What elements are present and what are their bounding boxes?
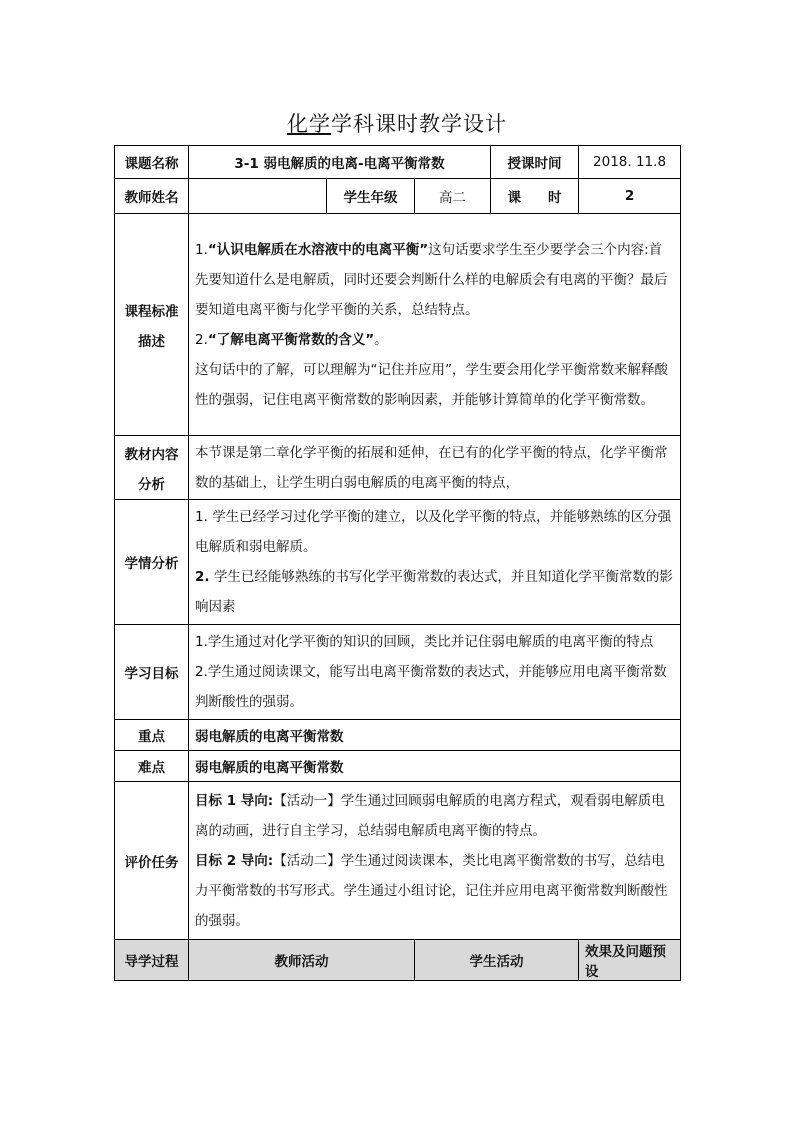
teacher-label: 教师姓名	[115, 179, 189, 214]
subject-name: 化学	[287, 112, 331, 136]
row-process-header	[115, 940, 681, 981]
goals-paragraph-1: 1.学生通过对化学平衡的知识的回顾，类比并记住弱电解质的电离平衡的特点	[195, 634, 654, 650]
goals-content	[189, 625, 681, 720]
row-goals	[115, 625, 681, 720]
standards-content	[189, 214, 681, 436]
grade-value: 高二	[415, 179, 491, 214]
time-label: 授课时间	[491, 146, 579, 179]
textbook-label-line1: 教材内容	[124, 446, 179, 463]
evaluation-task-2-heading: 目标 2 导向:	[195, 852, 274, 869]
hours-value: 2	[579, 179, 681, 214]
standards-p1-rest: 这句话要求学生至少要学会三个内容:首先要知道什么是电解质，同时还要会判断什么样的电解质会有电离的平衡？最后要知道电离平衡与化学平衡的关系，总结特点。	[195, 241, 668, 318]
textbook-label-line2: 分析	[138, 476, 165, 493]
goals-label: 学习目标	[115, 625, 189, 720]
topic-label: 课题名称	[115, 146, 189, 179]
evaluation-content	[189, 782, 681, 940]
row-teacher	[115, 179, 681, 214]
evaluation-task-2	[195, 846, 674, 936]
standards-label-line2: 描述	[138, 333, 165, 350]
time-value: 2018. 11.8	[579, 146, 681, 179]
process-effect-header: 效果及问题预设	[579, 940, 681, 981]
evaluation-task-2-text: 【活动二】学生通过阅读课本，类比电离平衡常数的书写，总结电力平衡常数的书写形式。学生通过小组讨论，记住并应用电离平衡常数判断酸性的强弱。	[195, 852, 668, 929]
teacher-value	[189, 179, 327, 214]
key-point-label: 重点	[115, 720, 189, 751]
evaluation-task-1-text: 【活动一】学生通过回顾弱电解质的电离方程式，观看弱电解质电离的动画，进行自主学习，总结弱电解质电离平衡的特点。	[195, 792, 665, 839]
standards-paragraph-3: 这句话中的了解，可以理解为“记住并应用”，学生要会用化学平衡常数来解释酸性的强弱，记住电离平衡常数的影响因素，并能够计算简单的化学平衡常数。	[195, 361, 668, 408]
difficulty-text: 弱电解质的电离平衡常数	[189, 751, 681, 782]
textbook-content	[189, 436, 681, 500]
learners-label: 学情分析	[115, 500, 189, 625]
standards-p2-rest: 。	[374, 331, 388, 348]
textbook-text: 本节课是第二章化学平衡的拓展和延伸，在已有的化学平衡的特点，化学平衡常数的基础上，让学生明白弱电解质的电离平衡的特点，	[195, 444, 668, 491]
key-point-text: 弱电解质的电离平衡常数	[189, 720, 681, 751]
grade-label: 学生年级	[327, 179, 415, 214]
learners-p2-text: 学生已经能够熟练的书写化学平衡常数的表达式，并且知道化学平衡常数的影响因素	[195, 569, 673, 615]
topic-value: 3-1 弱电解质的电离-电离平衡常数	[189, 146, 491, 179]
learners-content	[189, 500, 681, 625]
standards-p2-bold: “了解电离平衡常数的含义”	[207, 331, 375, 348]
row-difficulty	[115, 751, 681, 782]
process-student-header: 学生活动	[415, 940, 579, 981]
row-evaluation	[115, 782, 681, 940]
hours-label: 课 时	[491, 179, 579, 214]
process-label: 导学过程	[115, 940, 189, 981]
learners-paragraph-2	[195, 562, 674, 622]
standards-paragraph-2	[195, 325, 674, 355]
document-title	[0, 108, 794, 138]
lesson-plan-table	[114, 145, 681, 981]
standards-p1-prefix: 1.	[195, 241, 208, 258]
standards-label	[115, 214, 189, 436]
evaluation-label: 评价任务	[115, 782, 189, 940]
row-standards	[115, 214, 681, 436]
standards-p1-bold: “认识电解质在水溶液中的电离平衡”	[207, 241, 429, 258]
evaluation-task-1-heading: 目标 1 导向:	[195, 792, 274, 809]
goals-paragraph-2: 2.学生通过阅读课文，能写出电离平衡常数的表达式，并能够应用电离平衡常数判断酸性的强弱。	[195, 664, 667, 710]
row-key-point	[115, 720, 681, 751]
standards-label-line1: 课程标准	[124, 303, 179, 320]
evaluation-task-1	[195, 786, 674, 846]
standards-p2-prefix: 2.	[195, 331, 208, 348]
title-rest: 学科课时教学设计	[331, 112, 507, 136]
learners-p1-num: 1.	[195, 509, 208, 525]
row-topic	[115, 146, 681, 179]
learners-p1-text: 学生已经学习过化学平衡的建立，以及化学平衡的特点，并能够熟练的区分强电解质和弱电解质。	[195, 509, 672, 555]
standards-paragraph-1	[195, 235, 674, 325]
row-textbook	[115, 436, 681, 500]
learners-p2-num: 2.	[195, 569, 210, 585]
difficulty-label: 难点	[115, 751, 189, 782]
process-teacher-header: 教师活动	[189, 940, 415, 981]
row-learners	[115, 500, 681, 625]
learners-paragraph-1	[195, 502, 674, 562]
textbook-label	[115, 436, 189, 500]
